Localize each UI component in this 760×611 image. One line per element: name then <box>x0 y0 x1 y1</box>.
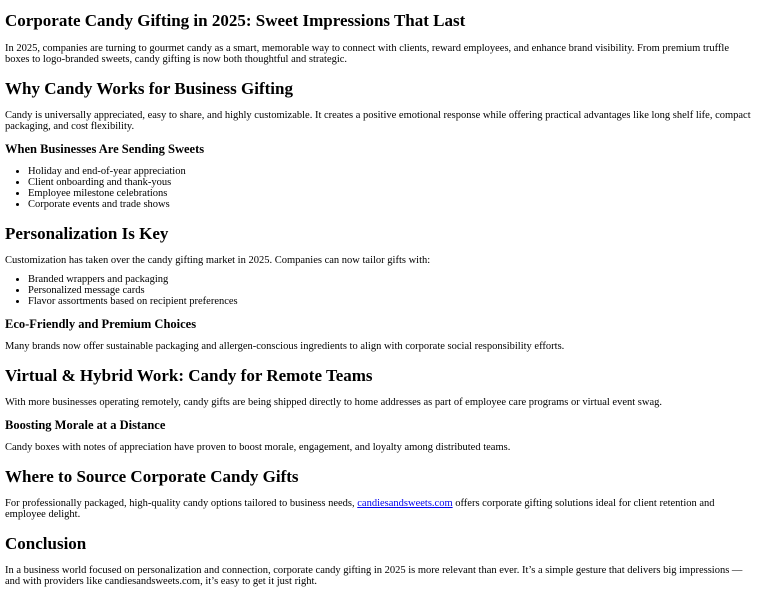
conclusion-paragraph: In a business world focused on personalization and connection, corporate candy gifting in 2025 is more relevant than ever. It’s a simple gesture that delivers big impressions — and with providers like candiesandsweets.com, it’s easy to get it just right. <box>5 565 743 587</box>
list-item: • Corporate events and trade shows <box>28 199 752 210</box>
source-text-before: For professionally packaged, high-quality candy options tailored to business needs, <box>5 498 358 509</box>
candiesandsweets-link[interactable]: candiesandsweets.com <box>357 498 453 509</box>
section-heading-personalization: Personalization Is Key <box>5 224 169 243</box>
remote-paragraph: With more businesses operating remotely, candy gifts are being shipped directly to home addresses as part of employee care programs or virtual event swag. <box>5 397 662 408</box>
article <box>0 11 760 587</box>
source-text-after: offers corporate gifting solutions ideal for client retention and employee delight. <box>5 498 715 520</box>
section-heading-source: Where to Source Corporate Candy Gifts <box>5 467 299 486</box>
why-paragraph: Candy is universally appreciated, easy to share, and highly customizable. It creates a positive emotional response while offering practical advantages like long shelf life, compact packaging, and cost flexibility. <box>5 110 751 132</box>
list-item: • Client onboarding and thank-yous <box>28 177 752 188</box>
personalization-list <box>5 274 752 307</box>
subheading-when: When Businesses Are Sending Sweets <box>5 142 205 156</box>
intro-paragraph: In 2025, companies are turning to gourmet candy as a smart, memorable way to connect with clients, reward employees, and enhance brand visibility. From premium truffle boxes to logo-branded sweets, candy gifting is now both thoughtful and strategic. <box>5 43 729 65</box>
list-item: • Holiday and end-of-year appreciation <box>28 166 752 177</box>
morale-paragraph: Candy boxes with notes of appreciation have proven to boost morale, engagement, and loyalty among distributed teams. <box>5 442 511 453</box>
section-heading-conclusion: Conclusion <box>5 534 87 553</box>
list-item: • Personalized message cards <box>28 285 752 296</box>
list-item: • Flavor assortments based on recipient preferences <box>28 296 752 307</box>
section-heading-remote: Virtual & Hybrid Work: Candy for Remote Teams <box>5 366 373 385</box>
personalization-paragraph: Customization has taken over the candy gifting market in 2025. Companies can now tailor gifts with: <box>5 255 431 266</box>
list-item: • Employee milestone celebrations <box>28 188 752 199</box>
when-list <box>5 166 752 210</box>
subheading-morale: Boosting Morale at a Distance <box>5 418 166 432</box>
page-title: Corporate Candy Gifting in 2025: Sweet Impressions That Last <box>5 11 466 30</box>
source-paragraph <box>5 498 752 520</box>
section-heading-why: Why Candy Works for Business Gifting <box>5 79 293 98</box>
eco-paragraph: Many brands now offer sustainable packaging and allergen-conscious ingredients to align with corporate social responsibility efforts. <box>5 341 565 352</box>
list-item: • Branded wrappers and packaging <box>28 274 752 285</box>
subheading-eco: Eco-Friendly and Premium Choices <box>5 317 197 331</box>
